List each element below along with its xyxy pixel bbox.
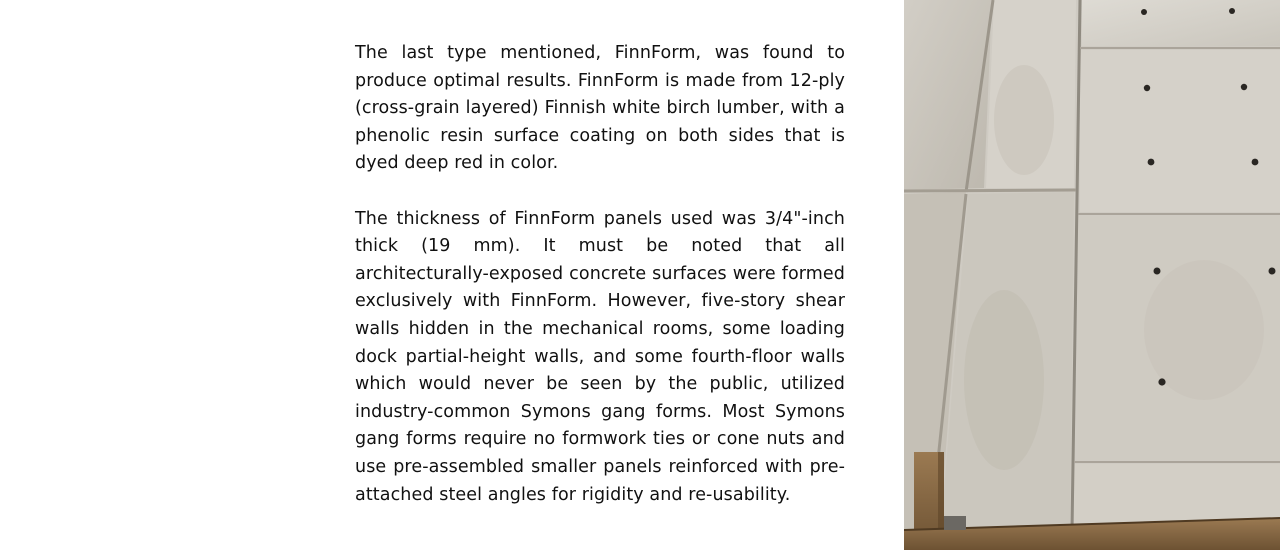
tie-hole [1144,85,1150,91]
tie-hole [1269,268,1276,275]
right-panel-2 [1080,50,1280,212]
tie-hole [1229,8,1235,14]
metal-bracket [944,516,966,530]
paragraph-finnform-intro: The last type mentioned, FinnForm, was found to produce optimal results. FinnForm is made from 12-ply (cross-grain layered) Finnish white birch lumber, with a phenolic resin surface coating on both sides that is dyed deep red in color. [355,43,845,174]
stain-2 [964,290,1044,470]
paragraph-finnform-thickness: The thickness of FinnForm panels used was 3/4"-inch thick (19 mm). It must be noted that all architecturally-exposed concrete surfaces were formed exclusively with FinnForm. However, five-story shear walls hidden in the mechanical rooms, some loading dock partial-height walls, and some fourth-floor walls which would never be seen by the public, utilized industry-common Symons gang forms. Most Symons gang forms require no formwork ties or cone nuts and use pre-assembled smaller panels reinforced with pre-attached steel angles for rigidity and re-usability. [355,208,845,505]
tie-hole [1148,159,1155,166]
body-text [355,40,845,509]
tie-hole [1158,378,1165,385]
concrete-wall-photo [904,0,1280,550]
stain-1 [994,65,1054,175]
tie-hole [1241,84,1247,90]
tie-hole [1154,268,1161,275]
concrete-wall-illustration [904,0,1280,550]
tie-hole [1141,9,1147,15]
right-panel-1 [1082,0,1280,46]
tie-hole [1252,159,1259,166]
seam-horizontal-left [904,190,1076,191]
